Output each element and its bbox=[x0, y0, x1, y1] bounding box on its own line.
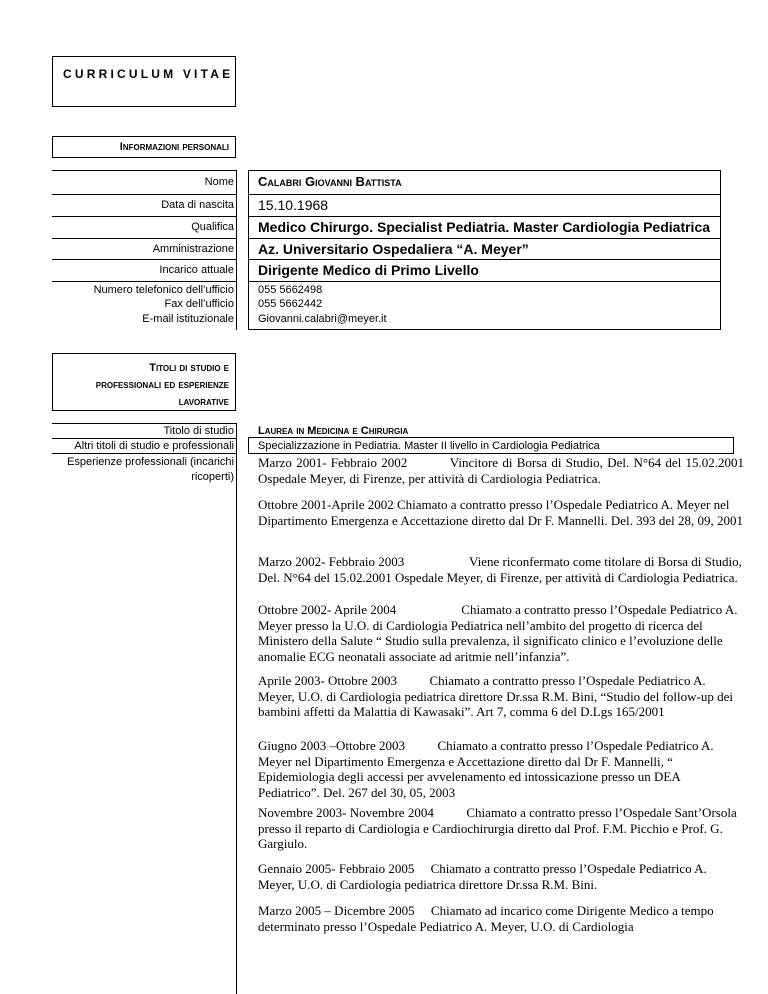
label-phone: Numero telefonico dell’ufficio bbox=[93, 284, 234, 296]
row-divider bbox=[52, 194, 237, 195]
label-fax: Fax dell’ufficio bbox=[164, 298, 234, 310]
row-divider bbox=[52, 216, 237, 217]
value-role: Dirigente Medico di Primo Livello bbox=[258, 262, 479, 278]
value-email: Giovanni.calabri@meyer.it bbox=[258, 313, 387, 325]
label-qualification: Qualifica bbox=[191, 221, 234, 233]
experience-item: Marzo 2005 – Dicembre 2005 Chiamato ad incarico come Dirigente Medico a tempo determinato presso l’Ospedale Pediatrico A. Meyer, U.O. di Cardiologia bbox=[258, 903, 717, 934]
label-other-titles: Altri titoli di studio e professionali bbox=[74, 440, 234, 452]
row-divider bbox=[52, 281, 237, 282]
titles-heading-line2: professionali ed esperienze bbox=[95, 379, 229, 391]
titles-heading-box bbox=[52, 353, 236, 411]
titles-label-column bbox=[52, 423, 237, 994]
cv-title: CURRICULUM VITAE bbox=[63, 67, 234, 81]
value-name: Calabri Giovanni Battista bbox=[258, 174, 402, 189]
value-phone: 055 5662498 bbox=[258, 284, 323, 296]
value-administration: Az. Universitario Ospedaliera “A. Meyer” bbox=[258, 241, 529, 257]
label-name: Nome bbox=[204, 176, 234, 188]
experience-item: Marzo 2001- Febbraio 2002 Vincitore di Borsa di Studio, Del. N°64 del 15.02.2001 Ospedale Meyer, di Firenze, per attività di Cardiologia Pediatrica. bbox=[258, 455, 748, 486]
label-experiences: Esperienze professionali (incarichi ricoperti) bbox=[67, 456, 234, 483]
row-divider bbox=[52, 438, 237, 439]
label-role: Incarico attuale bbox=[159, 264, 234, 276]
cv-title-box bbox=[52, 56, 236, 107]
personal-info-heading: Informazioni personali bbox=[119, 141, 229, 153]
label-degree: Titolo di studio bbox=[163, 425, 234, 437]
label-email: E-mail istituzionale bbox=[142, 313, 234, 325]
row-divider bbox=[52, 170, 237, 171]
value-fax: 055 5662442 bbox=[258, 298, 323, 310]
titles-heading bbox=[54, 360, 229, 411]
experience-item: Gennaio 2005- Febbraio 2005 Chiamato a contratto presso l’Ospedale Pediatrico A. Meyer, U.O. di Cardiologia pediatrica direttore Dr.ssa R.M. Bini. bbox=[258, 861, 711, 892]
experience-item: Giugno 2003 –Ottobre 2003 Chiamato a contratto presso l’Ospedale Pediatrico A. Meyer nel Dipartimento Emergenza e Accettazione diretto dal Dr F. Mannelli, “ Epidemiologia degli accessi per avvelenamento ed intossicazione presso un DEA Pediatrico”. Del. 267 del 30, 05, 2003 bbox=[258, 738, 717, 800]
row-divider bbox=[52, 453, 237, 454]
experience-item: Novembre 2003- Novembre 2004 Chiamato a contratto presso l’Ospedale Sant’Orsola presso il reparto di Cardiologia e Cardiochirurgia diretto dal Prof. F.M. Picchio e Prof. G. Gargiulo. bbox=[258, 805, 740, 852]
experience-item: Marzo 2002- Febbraio 2003 Viene riconfermato come titolare di Borsa di Studio, Del. N°64 del 15.02.2001 Ospedale Meyer, di Firenze, per attività di Cardiologia Pediatrica. bbox=[258, 554, 746, 585]
personal-info-heading-box bbox=[52, 136, 236, 158]
value-birthdate: 15.10.1968 bbox=[258, 197, 329, 213]
row-divider bbox=[52, 423, 237, 424]
label-birthdate: Data di nascita bbox=[161, 199, 234, 211]
value-degree: Laurea in Medicina e Chirurgia bbox=[258, 425, 409, 437]
row-divider bbox=[52, 259, 237, 260]
titles-heading-line3: lavorative bbox=[178, 396, 229, 408]
titles-heading-line1: Titoli di studio e bbox=[149, 362, 229, 374]
experience-item: Ottobre 2002- Aprile 2004 Chiamato a contratto presso l’Ospedale Pediatrico A. Meyer presso la U.O. di Cardiologia Pediatrica nell’ambito del progetto di ricerca del Ministero della Salute “ Studio sulla prevalenza, il significato clinico e l’evoluzione delle anomalie ECG neonatali associate ad aritmie nell’infanzia”. bbox=[258, 602, 741, 664]
experience-item: Ottobre 2001-Aprile 2002 Chiamato a contratto presso l’Ospedale Pediatrico A. Meyer nel Dipartimento Emergenza e Accettazione diretto dal Dr F. Mannelli. Del. 393 del 28, 09, 2001 bbox=[258, 497, 743, 528]
label-administration: Amministrazione bbox=[152, 243, 234, 255]
experience-item: Aprile 2003- Ottobre 2003 Chiamato a contratto presso l’Ospedale Pediatrico A. Meyer, U.O. di Cardiologia pediatrica direttore Dr.ssa R.M. Bini, “Studio del follow-up dei bambini affetti da Malattia di Kawasaki”. Art 7, comma 6 del D.Lgs 165/2001 bbox=[258, 673, 737, 720]
row-divider bbox=[52, 238, 237, 239]
value-qualification: Medico Chirurgo. Specialist Pediatria. Master Cardiologia Pediatrica bbox=[258, 219, 711, 235]
value-other-titles: Specializzazione in Pediatria. Master II livello in Cardiologia Pediatrica bbox=[258, 440, 600, 452]
